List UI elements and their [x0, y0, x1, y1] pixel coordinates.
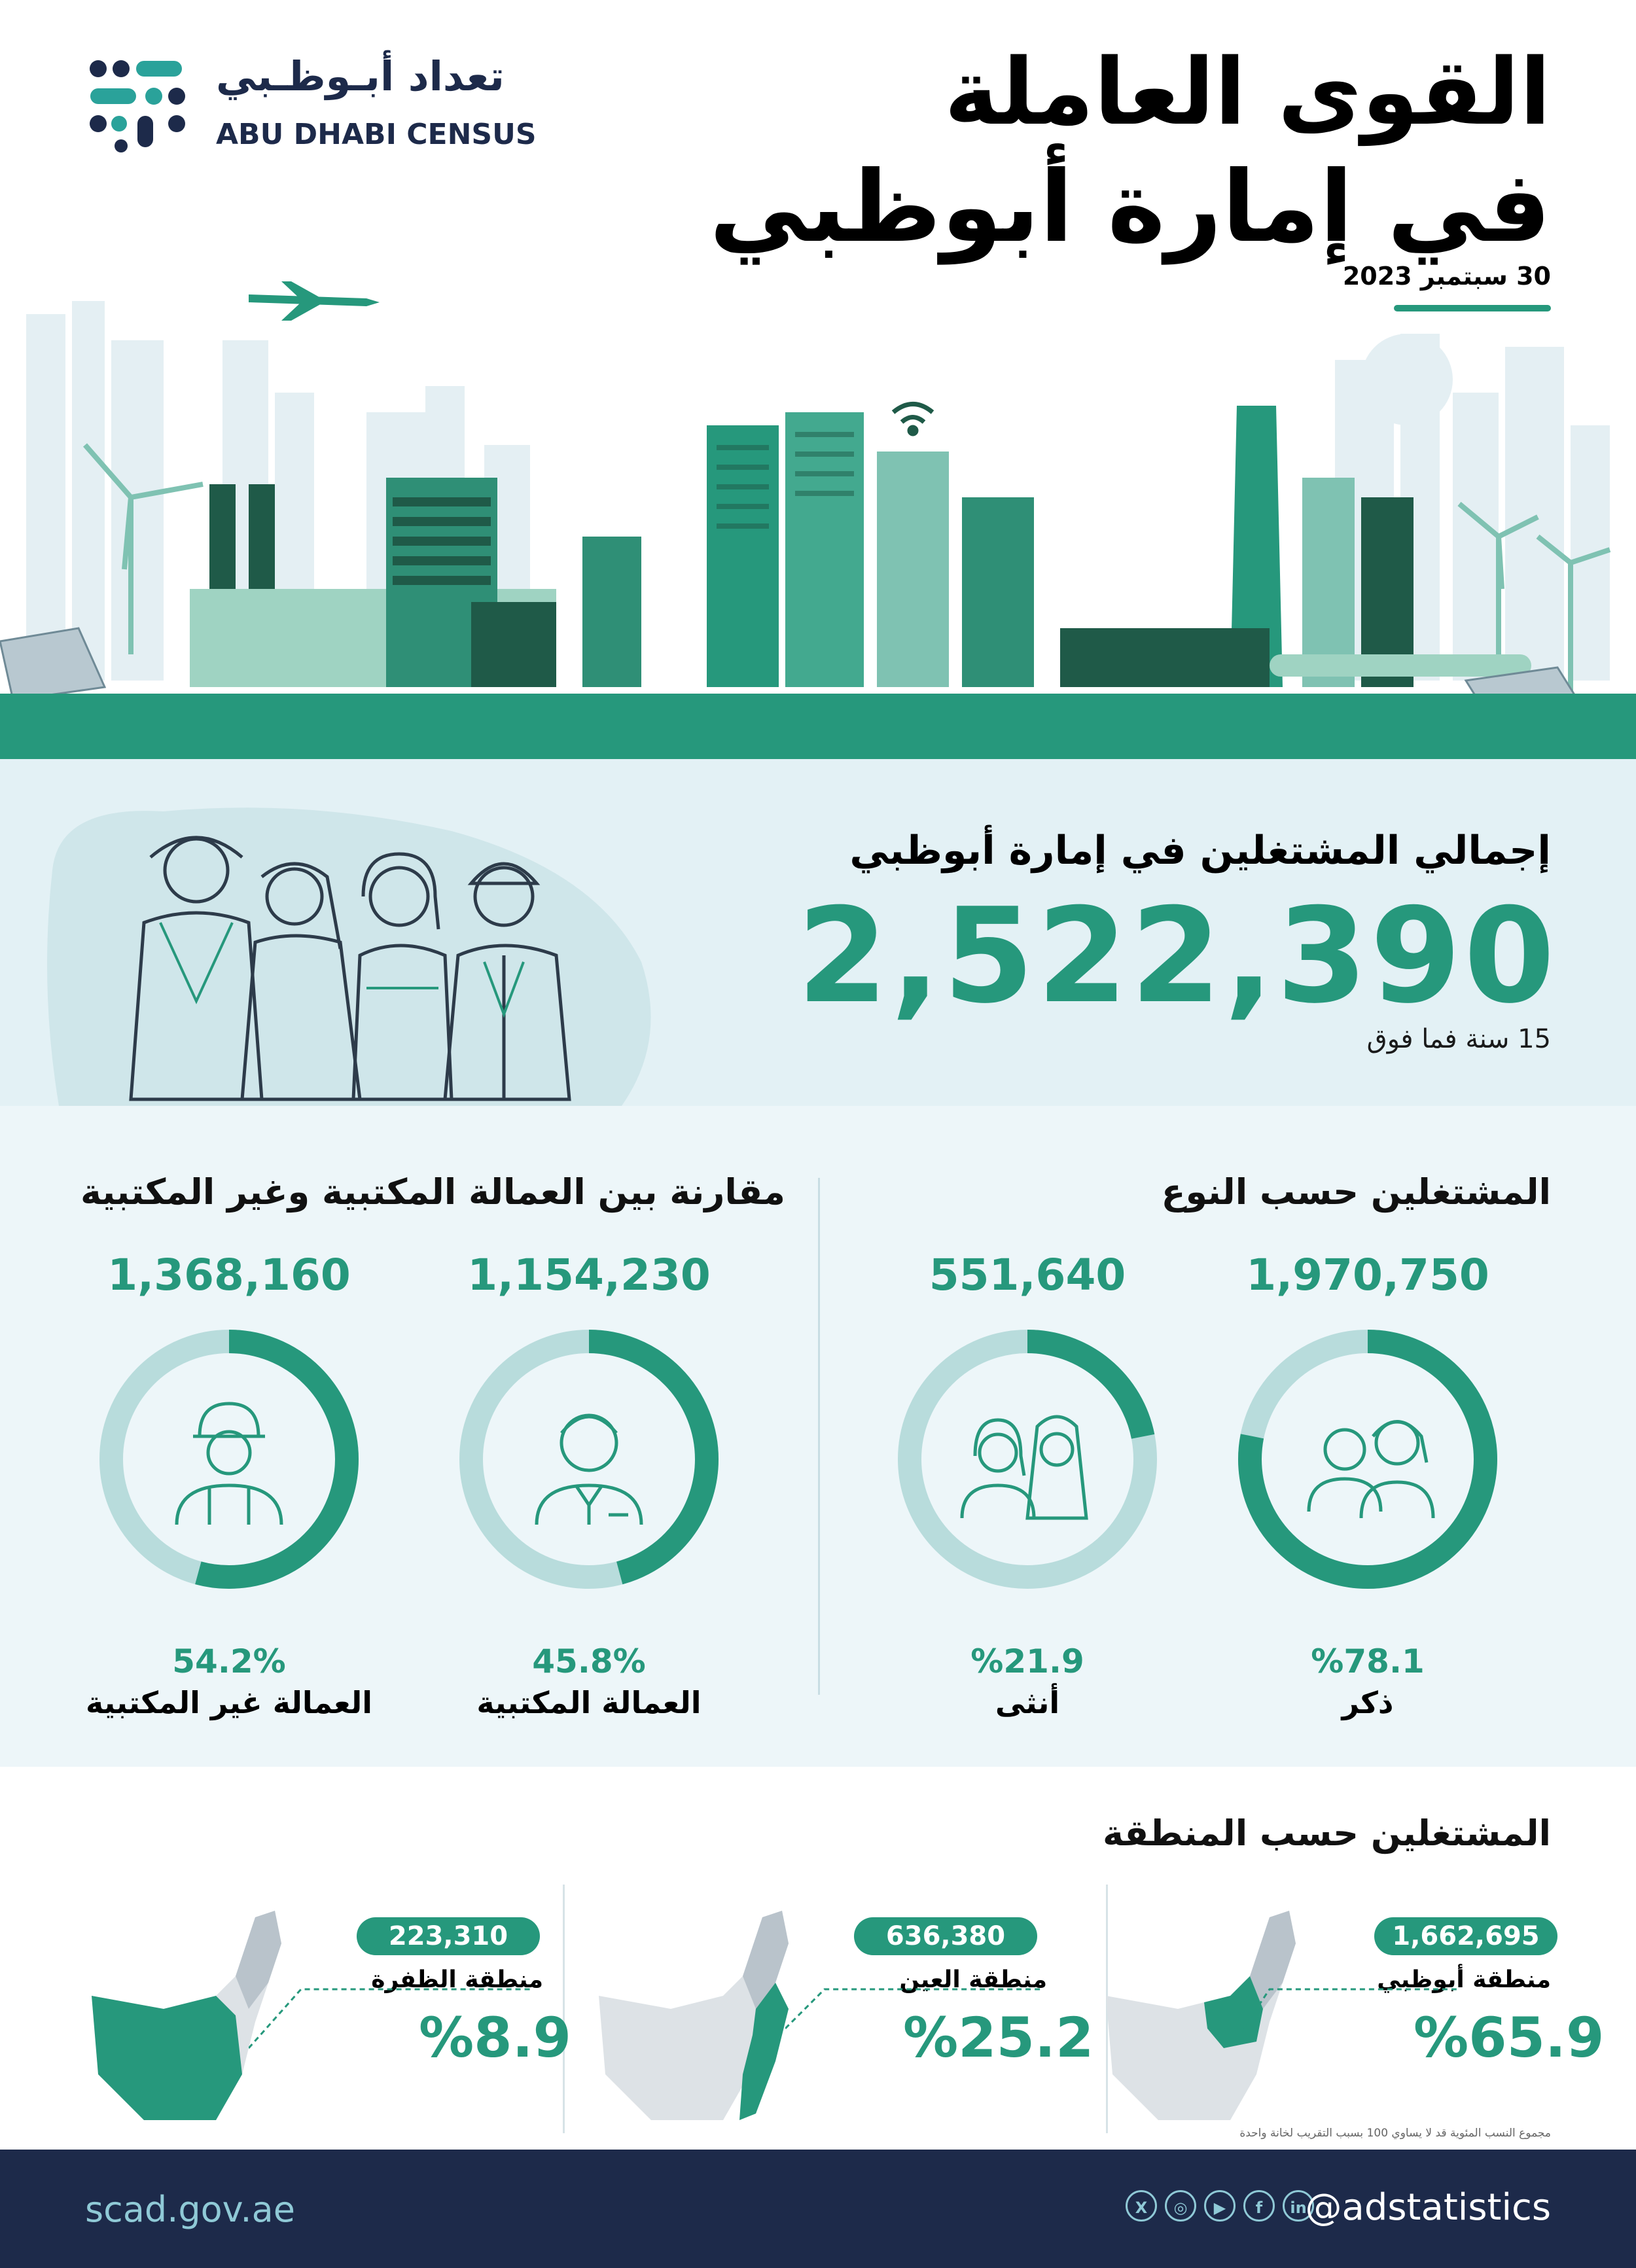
male-share-ring [1230, 1322, 1505, 1597]
region-section-title: المشتغلين حسب المنطقة [1102, 1813, 1551, 1854]
non-office-label: العمالة غير المكتبية [86, 1685, 372, 1720]
al-dhafra-region-value: 223,310 [357, 1917, 540, 1955]
office-share-percent: 45.8% [532, 1642, 646, 1680]
rounding-footnote: مجموع النسب المئوية قد لا يساوي 100 بسبب التقريب لخانة واحدة [1239, 2127, 1551, 2140]
non-office-share-ring [92, 1322, 366, 1597]
abu-dhabi-region-name: منطقة أبوظبي [1377, 1966, 1551, 1993]
al-ain-region-percent: %25.2 [903, 2006, 1094, 2070]
report-date: 30 سبتمبر 2023 [1342, 262, 1551, 291]
airplane-icon [249, 281, 380, 321]
workers-group-icon [33, 792, 661, 1106]
website-link[interactable]: scad.gov.ae [85, 2189, 295, 2230]
social-handle[interactable]: @adstatistics [1305, 2186, 1551, 2229]
female-workers-icon [962, 1417, 1086, 1518]
al-ain-region-name: منطقة العين [899, 1966, 1047, 1993]
abu-dhabi-region-percent: %65.9 [1414, 2006, 1605, 2070]
office-label: العمالة المكتبية [476, 1685, 702, 1720]
region-section [0, 1767, 1636, 2150]
al-dhafra-region-percent: %8.9 [419, 2006, 571, 2070]
al-dhafra-region-name: منطقة الظفرة [371, 1966, 543, 1993]
section-divider [818, 1178, 820, 1695]
female-share-percent: %21.9 [970, 1642, 1084, 1680]
female-share-ring [890, 1322, 1165, 1597]
office-share-ring [452, 1322, 726, 1597]
header [0, 0, 1636, 759]
page-title-line-2: في إمارة أبوظبي [709, 151, 1551, 264]
x-icon[interactable]: X [1126, 2190, 1157, 2222]
al-ain-region-value: 636,380 [854, 1917, 1037, 1955]
footer [0, 2150, 1636, 2268]
office-workers-value: 1,154,230 [467, 1250, 711, 1300]
female-label: أنثى [995, 1685, 1060, 1720]
total-workers-section [0, 759, 1636, 1106]
facebook-icon[interactable]: f [1243, 2190, 1275, 2222]
construction-worker-icon [177, 1404, 281, 1525]
logo-arabic-text: تعداد أبـوظـبي [216, 52, 505, 100]
page-title-line-1: القوى العاملة [944, 39, 1551, 146]
gender-section-title: المشتغلين حسب النوع [1161, 1171, 1551, 1213]
abu-dhabi-region-value: 1,662,695 [1374, 1917, 1557, 1955]
female-workers-value: 551,640 [929, 1250, 1126, 1300]
male-workers-icon [1309, 1422, 1433, 1519]
logo-english-text: ABU DHABI CENSUS [216, 118, 537, 151]
wifi-icon [893, 404, 933, 434]
age-note: 15 سنة فما فوق [1366, 1024, 1551, 1054]
youtube-icon[interactable]: ▶ [1204, 2190, 1236, 2222]
male-label: ذكر [1342, 1685, 1394, 1720]
total-workers-value: 2,522,390 [796, 880, 1557, 1033]
male-workers-value: 1,970,750 [1246, 1250, 1489, 1300]
collar-section-title: مقارنة بين العمالة المكتبية وغير المكتبية [80, 1171, 785, 1213]
census-logo-icon [85, 56, 190, 154]
non-office-share-percent: 54.2% [172, 1642, 286, 1680]
comparison-section [0, 1106, 1636, 1767]
male-share-percent: %78.1 [1311, 1642, 1425, 1680]
office-worker-icon [537, 1415, 641, 1525]
non-office-workers-value: 1,368,160 [107, 1250, 351, 1300]
abu-dhabi-census-logo[interactable] [85, 52, 537, 157]
total-workers-label: إجمالي المشتغلين في إمارة أبوظبي [849, 828, 1551, 874]
instagram-icon[interactable]: ◎ [1165, 2190, 1196, 2222]
linkedin-icon[interactable]: in [1283, 2190, 1314, 2222]
city-skyline-illustration [0, 262, 1636, 759]
